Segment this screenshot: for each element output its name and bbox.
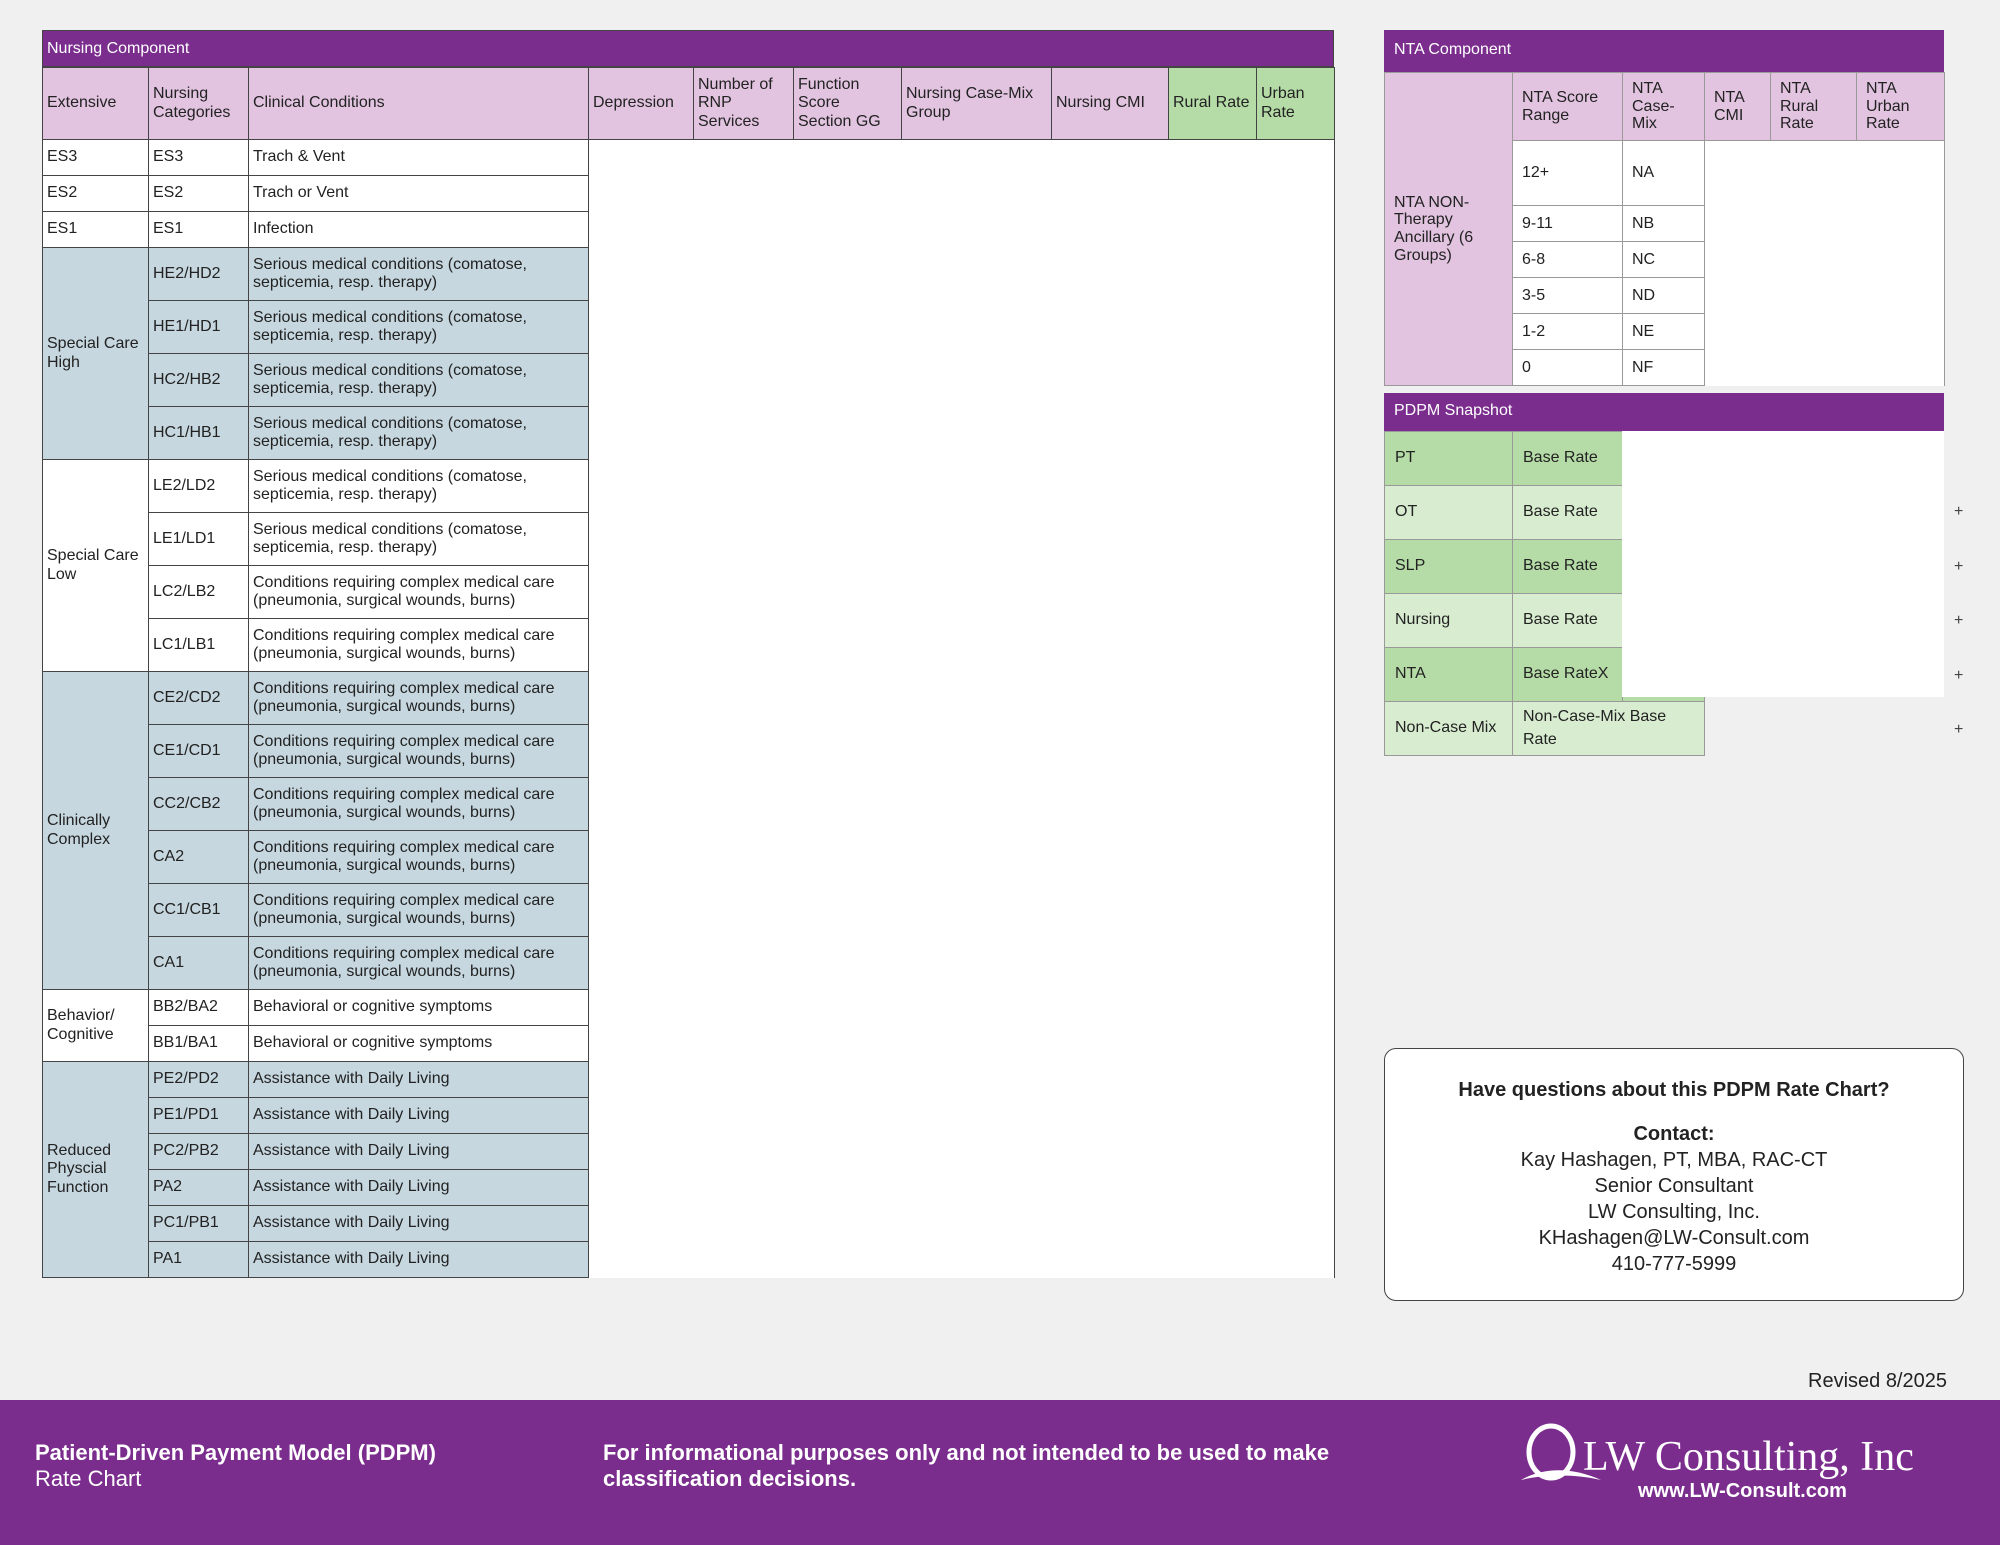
col-header-rural-rate: Rural Rate: [1169, 68, 1257, 140]
clinical-condition-cell: Serious medical conditions (comatose, septicemia, resp. therapy): [249, 248, 589, 301]
nursing-row: [43, 140, 1335, 176]
footer-title: Patient-Driven Payment Model (PDPM): [35, 1440, 436, 1465]
nta-table-body: [1385, 73, 1945, 386]
extensive-group-label: ES1: [43, 212, 149, 248]
clinical-condition-cell: Conditions requiring complex medical care (pneumonia, surgical wounds, burns): [249, 831, 589, 884]
nursing-category-cell: HE1/HD1: [149, 301, 249, 354]
clinical-condition-cell: Assistance with Daily Living: [249, 1206, 589, 1242]
nursing-category-cell: PE2/PD2: [149, 1062, 249, 1098]
contact-question: Have questions about this PDPM Rate Chart?: [1458, 1079, 1890, 1101]
nursing-component: [42, 30, 1334, 1278]
plus-sign: +: [1954, 666, 1964, 684]
nta-header-case-mix: NTA Case-Mix: [1623, 73, 1705, 141]
extensive-group-label: Reduced Physcial Function: [43, 1062, 149, 1278]
plus-sign: +: [1954, 503, 1964, 520]
nursing-category-cell: CC2/CB2: [149, 778, 249, 831]
clinical-condition-cell: Trach or Vent: [249, 176, 589, 212]
snapshot-rate-cell: Base Rate: [1513, 432, 1623, 486]
clinical-condition-cell: Serious medical conditions (comatose, septicemia, resp. therapy): [249, 301, 589, 354]
nursing-category-cell: HC2/HB2: [149, 354, 249, 407]
footer: [0, 1400, 2000, 1545]
nursing-values-blank: [589, 140, 1335, 1278]
footer-subtitle: Rate Chart: [35, 1466, 142, 1491]
contact-box: [1384, 1048, 1964, 1301]
nursing-header-row: [43, 68, 1335, 140]
clinical-condition-cell: Behavioral or cognitive symptoms: [249, 990, 589, 1026]
extensive-group-label: Behavior/ Cognitive: [43, 990, 149, 1062]
clinical-condition-cell: Serious medical conditions (comatose, septicemia, resp. therapy): [249, 407, 589, 460]
nta-case-mix-cell: NA: [1623, 141, 1705, 206]
clinical-condition-cell: Assistance with Daily Living: [249, 1098, 589, 1134]
contact-role: Senior Consultant: [1594, 1175, 1754, 1197]
col-header-clinical-conditions: Clinical Conditions: [249, 68, 589, 140]
nursing-category-cell: ES3: [149, 140, 249, 176]
snapshot-blank-area: [1622, 431, 1944, 697]
nursing-category-cell: LC2/LB2: [149, 566, 249, 619]
clinical-condition-cell: Conditions requiring complex medical care (pneumonia, surgical wounds, burns): [249, 884, 589, 937]
col-header-rnp-services: Number of RNP Services: [694, 68, 794, 140]
nta-score-range-cell: 12+: [1513, 141, 1623, 206]
plus-sign: +: [1954, 721, 1964, 738]
clinical-condition-cell: Conditions requiring complex medical care (pneumonia, surgical wounds, burns): [249, 778, 589, 831]
clinical-condition-cell: Serious medical conditions (comatose, septicemia, resp. therapy): [249, 460, 589, 513]
revised-date: Revised 8/2025: [1808, 1370, 1947, 1392]
nursing-category-cell: CC1/CB1: [149, 884, 249, 937]
extensive-group-label: Special Care Low: [43, 460, 149, 672]
clinical-condition-cell: Serious medical conditions (comatose, septicemia, resp. therapy): [249, 354, 589, 407]
nta-header-row: [1385, 73, 1945, 141]
snapshot-rate-cell: Non-Case-Mix Base Rate: [1513, 702, 1705, 756]
col-header-extensive: Extensive: [43, 68, 149, 140]
nta-header-cmi: NTA CMI: [1705, 73, 1771, 141]
nta-component-title: NTA Component: [1384, 30, 1944, 72]
col-header-function-score: Function Score Section GG: [794, 68, 902, 140]
clinical-condition-cell: Conditions requiring complex medical care (pneumonia, surgical wounds, burns): [249, 725, 589, 778]
clinical-condition-cell: Serious medical conditions (comatose, septicemia, resp. therapy): [249, 513, 589, 566]
nursing-category-cell: ES2: [149, 176, 249, 212]
snapshot-label-cell: OT: [1385, 486, 1513, 540]
nta-case-mix-cell: NF: [1623, 350, 1705, 386]
nursing-category-cell: LC1/LB1: [149, 619, 249, 672]
contact-heading: Contact:: [1633, 1123, 1715, 1145]
nursing-table: [42, 67, 1335, 1278]
clinical-condition-cell: Behavioral or cognitive symptoms: [249, 1026, 589, 1062]
nta-case-mix-cell: NC: [1623, 242, 1705, 278]
nursing-category-cell: CA2: [149, 831, 249, 884]
clinical-condition-cell: Assistance with Daily Living: [249, 1242, 589, 1278]
nta-values-blank: [1705, 141, 1945, 386]
clinical-condition-cell: Assistance with Daily Living: [249, 1062, 589, 1098]
nursing-category-cell: PE1/PD1: [149, 1098, 249, 1134]
nursing-category-cell: PA1: [149, 1242, 249, 1278]
snapshot-rate-cell: Base RateX: [1513, 648, 1623, 702]
snapshot-label-cell: NTA: [1385, 648, 1513, 702]
contact-phone[interactable]: 410-777-5999: [1611, 1253, 1737, 1275]
nursing-table-body: [43, 140, 1335, 1278]
snapshot-rate-cell: Base Rate: [1513, 540, 1623, 594]
snapshot-label-cell: PT: [1385, 432, 1513, 486]
footer-url[interactable]: www.LW-Consult.com: [1638, 1480, 1847, 1502]
snapshot-label-cell: Non-Case Mix: [1385, 702, 1513, 756]
nta-header-urban-rate: NTA Urban Rate: [1857, 73, 1945, 141]
nursing-category-cell: PC2/PB2: [149, 1134, 249, 1170]
logo-text: LW Consulting, Inc: [1583, 1434, 1914, 1480]
nursing-category-cell: LE2/LD2: [149, 460, 249, 513]
nursing-category-cell: HE2/HD2: [149, 248, 249, 301]
clinical-condition-cell: Conditions requiring complex medical care (pneumonia, surgical wounds, burns): [249, 937, 589, 990]
nta-side-label: NTA NON-Therapy Ancillary (6 Groups): [1385, 73, 1513, 386]
clinical-condition-cell: Infection: [249, 212, 589, 248]
clinical-condition-cell: Conditions requiring complex medical care (pneumonia, surgical wounds, burns): [249, 566, 589, 619]
snapshot-rate-cell: Base Rate: [1513, 594, 1623, 648]
pdpm-snapshot-title: PDPM Snapshot: [1384, 393, 1944, 431]
nursing-component-title: Nursing Component: [42, 30, 1334, 67]
nta-case-mix-cell: ND: [1623, 278, 1705, 314]
nta-score-range-cell: 6-8: [1513, 242, 1623, 278]
col-header-case-mix-group: Nursing Case-Mix Group: [902, 68, 1052, 140]
clinical-condition-cell: Conditions requiring complex medical care (pneumonia, surgical wounds, burns): [249, 619, 589, 672]
nursing-category-cell: CE2/CD2: [149, 672, 249, 725]
snapshot-label-cell: Nursing: [1385, 594, 1513, 648]
footer-disclaimer: For informational purposes only and not intended to be used to make classification decisions.: [603, 1440, 1330, 1491]
nta-score-range-cell: 3-5: [1513, 278, 1623, 314]
nursing-category-cell: HC1/HB1: [149, 407, 249, 460]
nursing-category-cell: ES1: [149, 212, 249, 248]
contact-name: Kay Hashagen, PT, MBA, RAC-CT: [1520, 1149, 1828, 1171]
nursing-category-cell: CE1/CD1: [149, 725, 249, 778]
nta-score-range-cell: 0: [1513, 350, 1623, 386]
clinical-condition-cell: Assistance with Daily Living: [249, 1134, 589, 1170]
nta-component: [1384, 30, 1944, 386]
nta-header-score-range: NTA Score Range: [1513, 73, 1623, 141]
nta-score-range-cell: 1-2: [1513, 314, 1623, 350]
nta-case-mix-cell: NE: [1623, 314, 1705, 350]
contact-company: LW Consulting, Inc.: [1588, 1201, 1760, 1223]
nursing-category-cell: LE1/LD1: [149, 513, 249, 566]
col-header-urban-rate: Urban Rate: [1257, 68, 1335, 140]
extensive-group-label: Clinically Complex: [43, 672, 149, 990]
nursing-category-cell: CA1: [149, 937, 249, 990]
col-header-nursing-categories: Nursing Categories: [149, 68, 249, 140]
col-header-nursing-cmi: Nursing CMI: [1052, 68, 1169, 140]
contact-email[interactable]: KHashagen@LW-Consult.com: [1538, 1227, 1810, 1249]
snapshot-rate-cell: Base Rate: [1513, 486, 1623, 540]
nursing-category-cell: BB1/BA1: [149, 1026, 249, 1062]
nursing-category-cell: PA2: [149, 1170, 249, 1206]
plus-sign: +: [1954, 557, 1964, 575]
nta-score-range-cell: 9-11: [1513, 206, 1623, 242]
clinical-condition-cell: Trach & Vent: [249, 140, 589, 176]
plus-sign: +: [1954, 612, 1964, 629]
nta-case-mix-cell: NB: [1623, 206, 1705, 242]
extensive-group-label: ES2: [43, 176, 149, 212]
snapshot-label-cell: SLP: [1385, 540, 1513, 594]
clinical-condition-cell: Assistance with Daily Living: [249, 1170, 589, 1206]
extensive-group-label: ES3: [43, 140, 149, 176]
nursing-category-cell: PC1/PB1: [149, 1206, 249, 1242]
nta-table: [1384, 72, 1945, 386]
extensive-group-label: Special Care High: [43, 248, 149, 460]
nta-header-rural-rate: NTA Rural Rate: [1771, 73, 1857, 141]
nursing-category-cell: BB2/BA2: [149, 990, 249, 1026]
snapshot-row: [1385, 702, 1705, 756]
col-header-depression: Depression: [589, 68, 694, 140]
clinical-condition-cell: Conditions requiring complex medical care (pneumonia, surgical wounds, burns): [249, 672, 589, 725]
